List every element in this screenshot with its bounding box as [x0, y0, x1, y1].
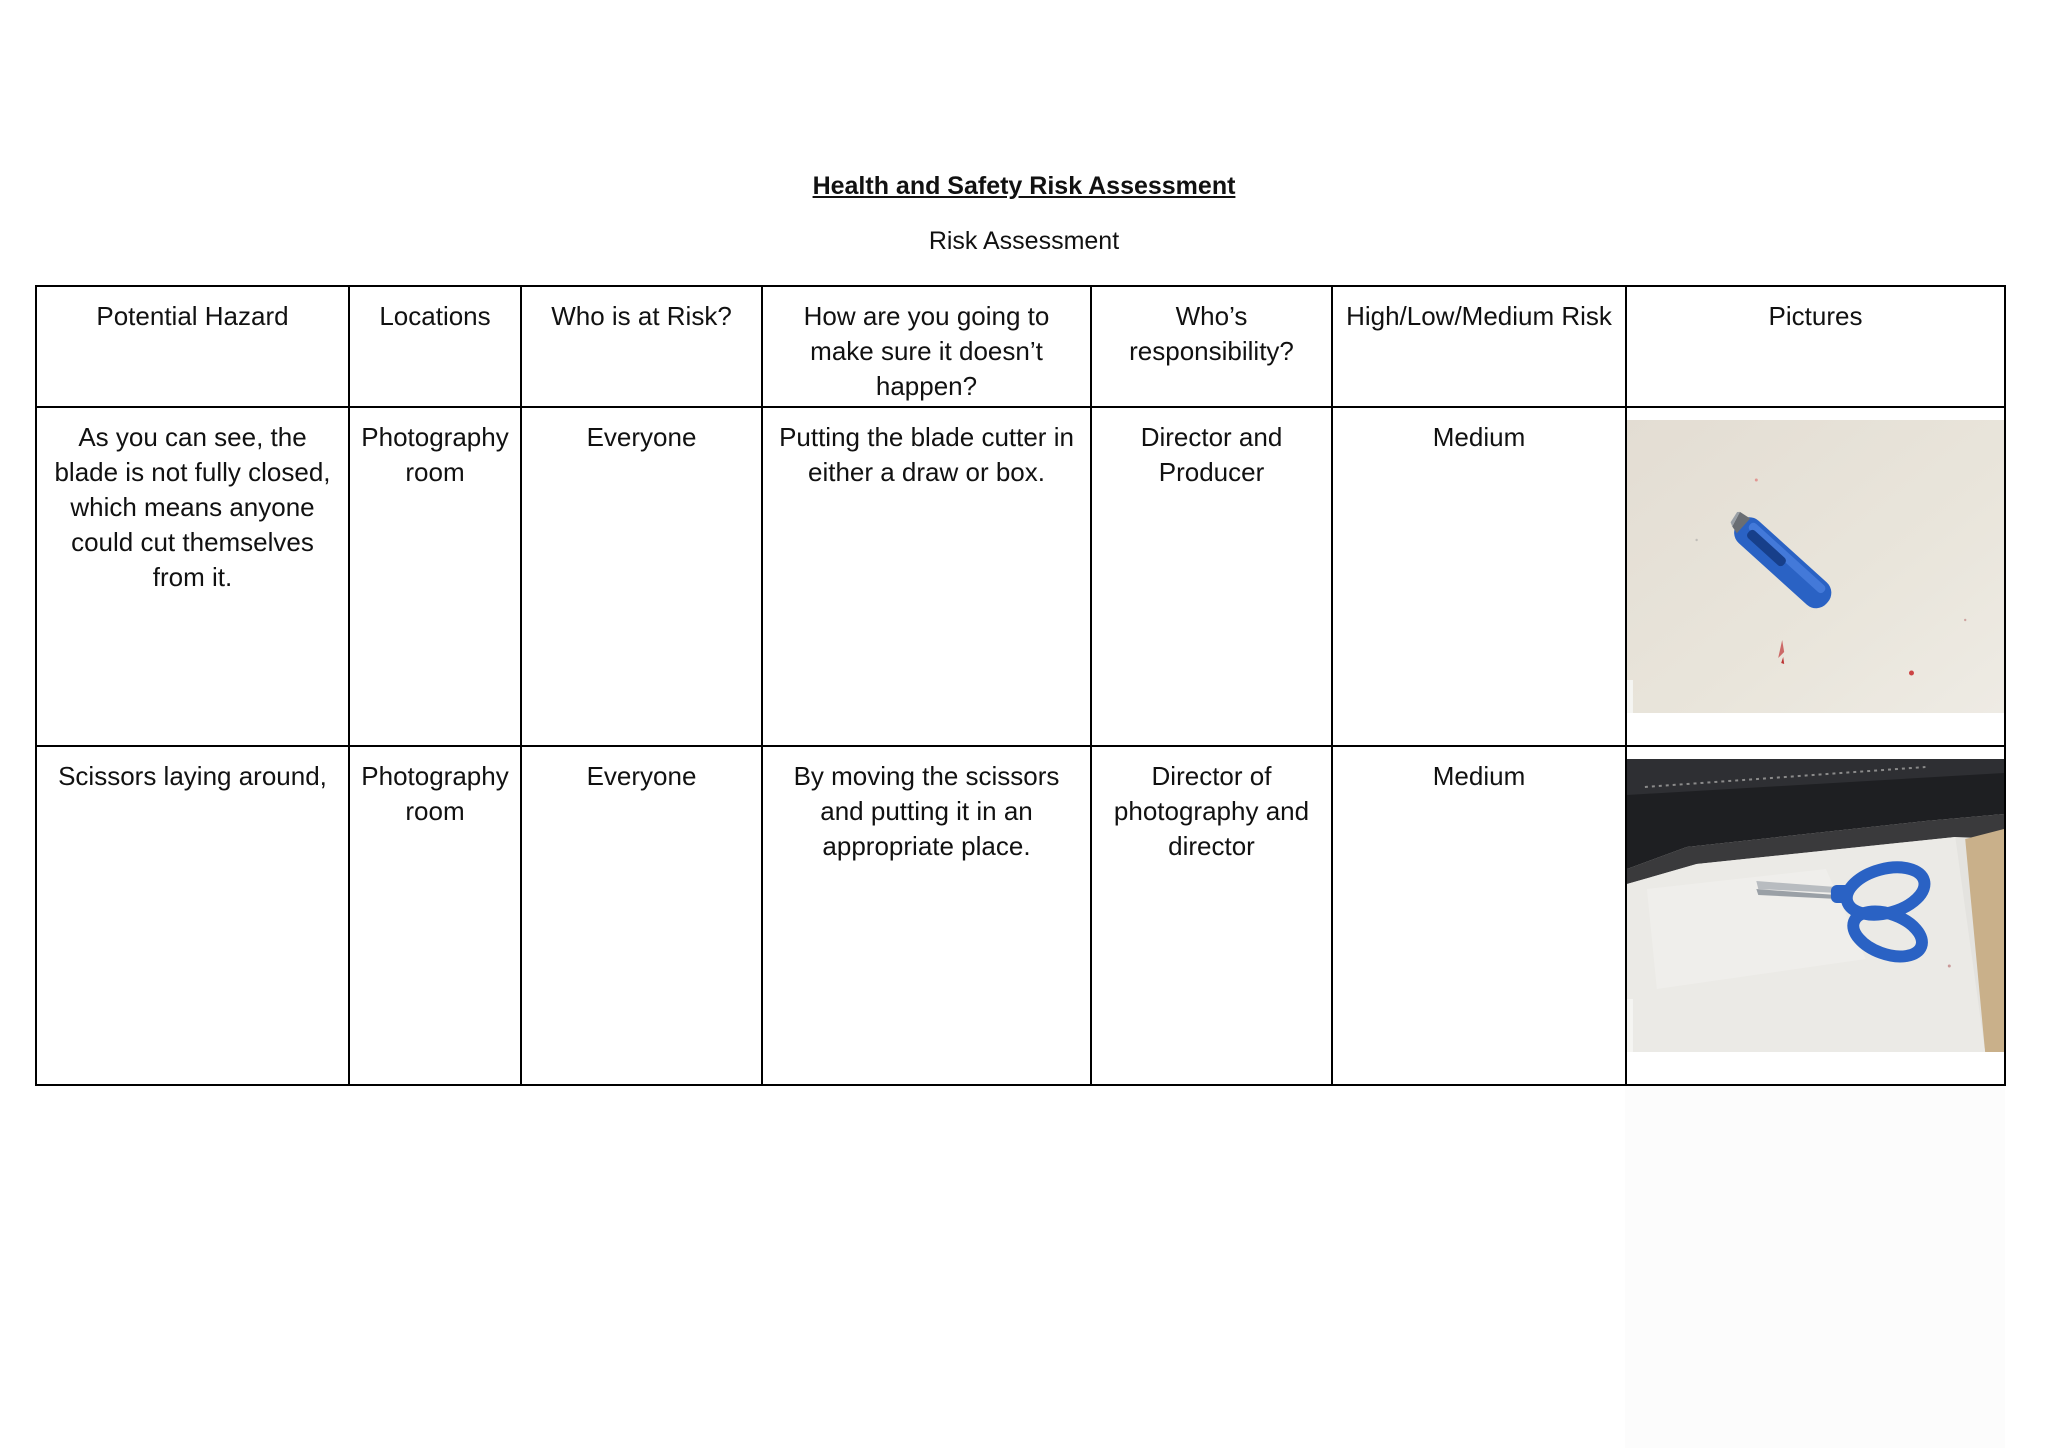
- who-cell: Everyone: [521, 407, 762, 746]
- location-cell: Photography room: [349, 407, 521, 746]
- table-row: [36, 407, 2005, 746]
- table-row: [36, 746, 2005, 1085]
- who-cell: Everyone: [521, 746, 762, 1085]
- location-cell: Photography room: [349, 746, 521, 1085]
- page-shade: [1625, 1085, 2005, 1448]
- header-pictures: Pictures: [1626, 286, 2005, 407]
- risk-cell: Medium: [1332, 746, 1626, 1085]
- document-subtitle: Risk Assessment: [928, 227, 1120, 255]
- header-who-at-risk: Who is at Risk?: [521, 286, 762, 407]
- header-row: [36, 286, 2005, 407]
- hazard-cell: Scissors laying around,: [36, 746, 349, 1085]
- risk-assessment-table: [35, 285, 2006, 1086]
- picture-cell: [1626, 407, 2005, 746]
- responsibility-cell: Director and Producer: [1091, 407, 1332, 746]
- box-cutter-photo: [1627, 420, 2004, 713]
- header-locations: Locations: [349, 286, 521, 407]
- picture-cell: [1626, 746, 2005, 1085]
- header-potential-hazard: Potential Hazard: [36, 286, 349, 407]
- header-responsibility: Who’s responsibility?: [1091, 286, 1332, 407]
- header-prevention: How are you going to make sure it doesn’t happen?: [762, 286, 1091, 407]
- document-title: Health and Safety Risk Assessment: [812, 172, 1236, 200]
- prevention-cell: Putting the blade cutter in either a draw or box.: [762, 407, 1091, 746]
- hazard-cell: As you can see, the blade is not fully closed, which means anyone could cut themselves from it.: [36, 407, 349, 746]
- responsibility-cell: Director of photography and director: [1091, 746, 1332, 1085]
- risk-cell: Medium: [1332, 407, 1626, 746]
- header-risk-level: High/Low/Medium Risk: [1332, 286, 1626, 407]
- scissors-photo: [1627, 759, 2004, 1052]
- prevention-cell: By moving the scissors and putting it in an appropriate place.: [762, 746, 1091, 1085]
